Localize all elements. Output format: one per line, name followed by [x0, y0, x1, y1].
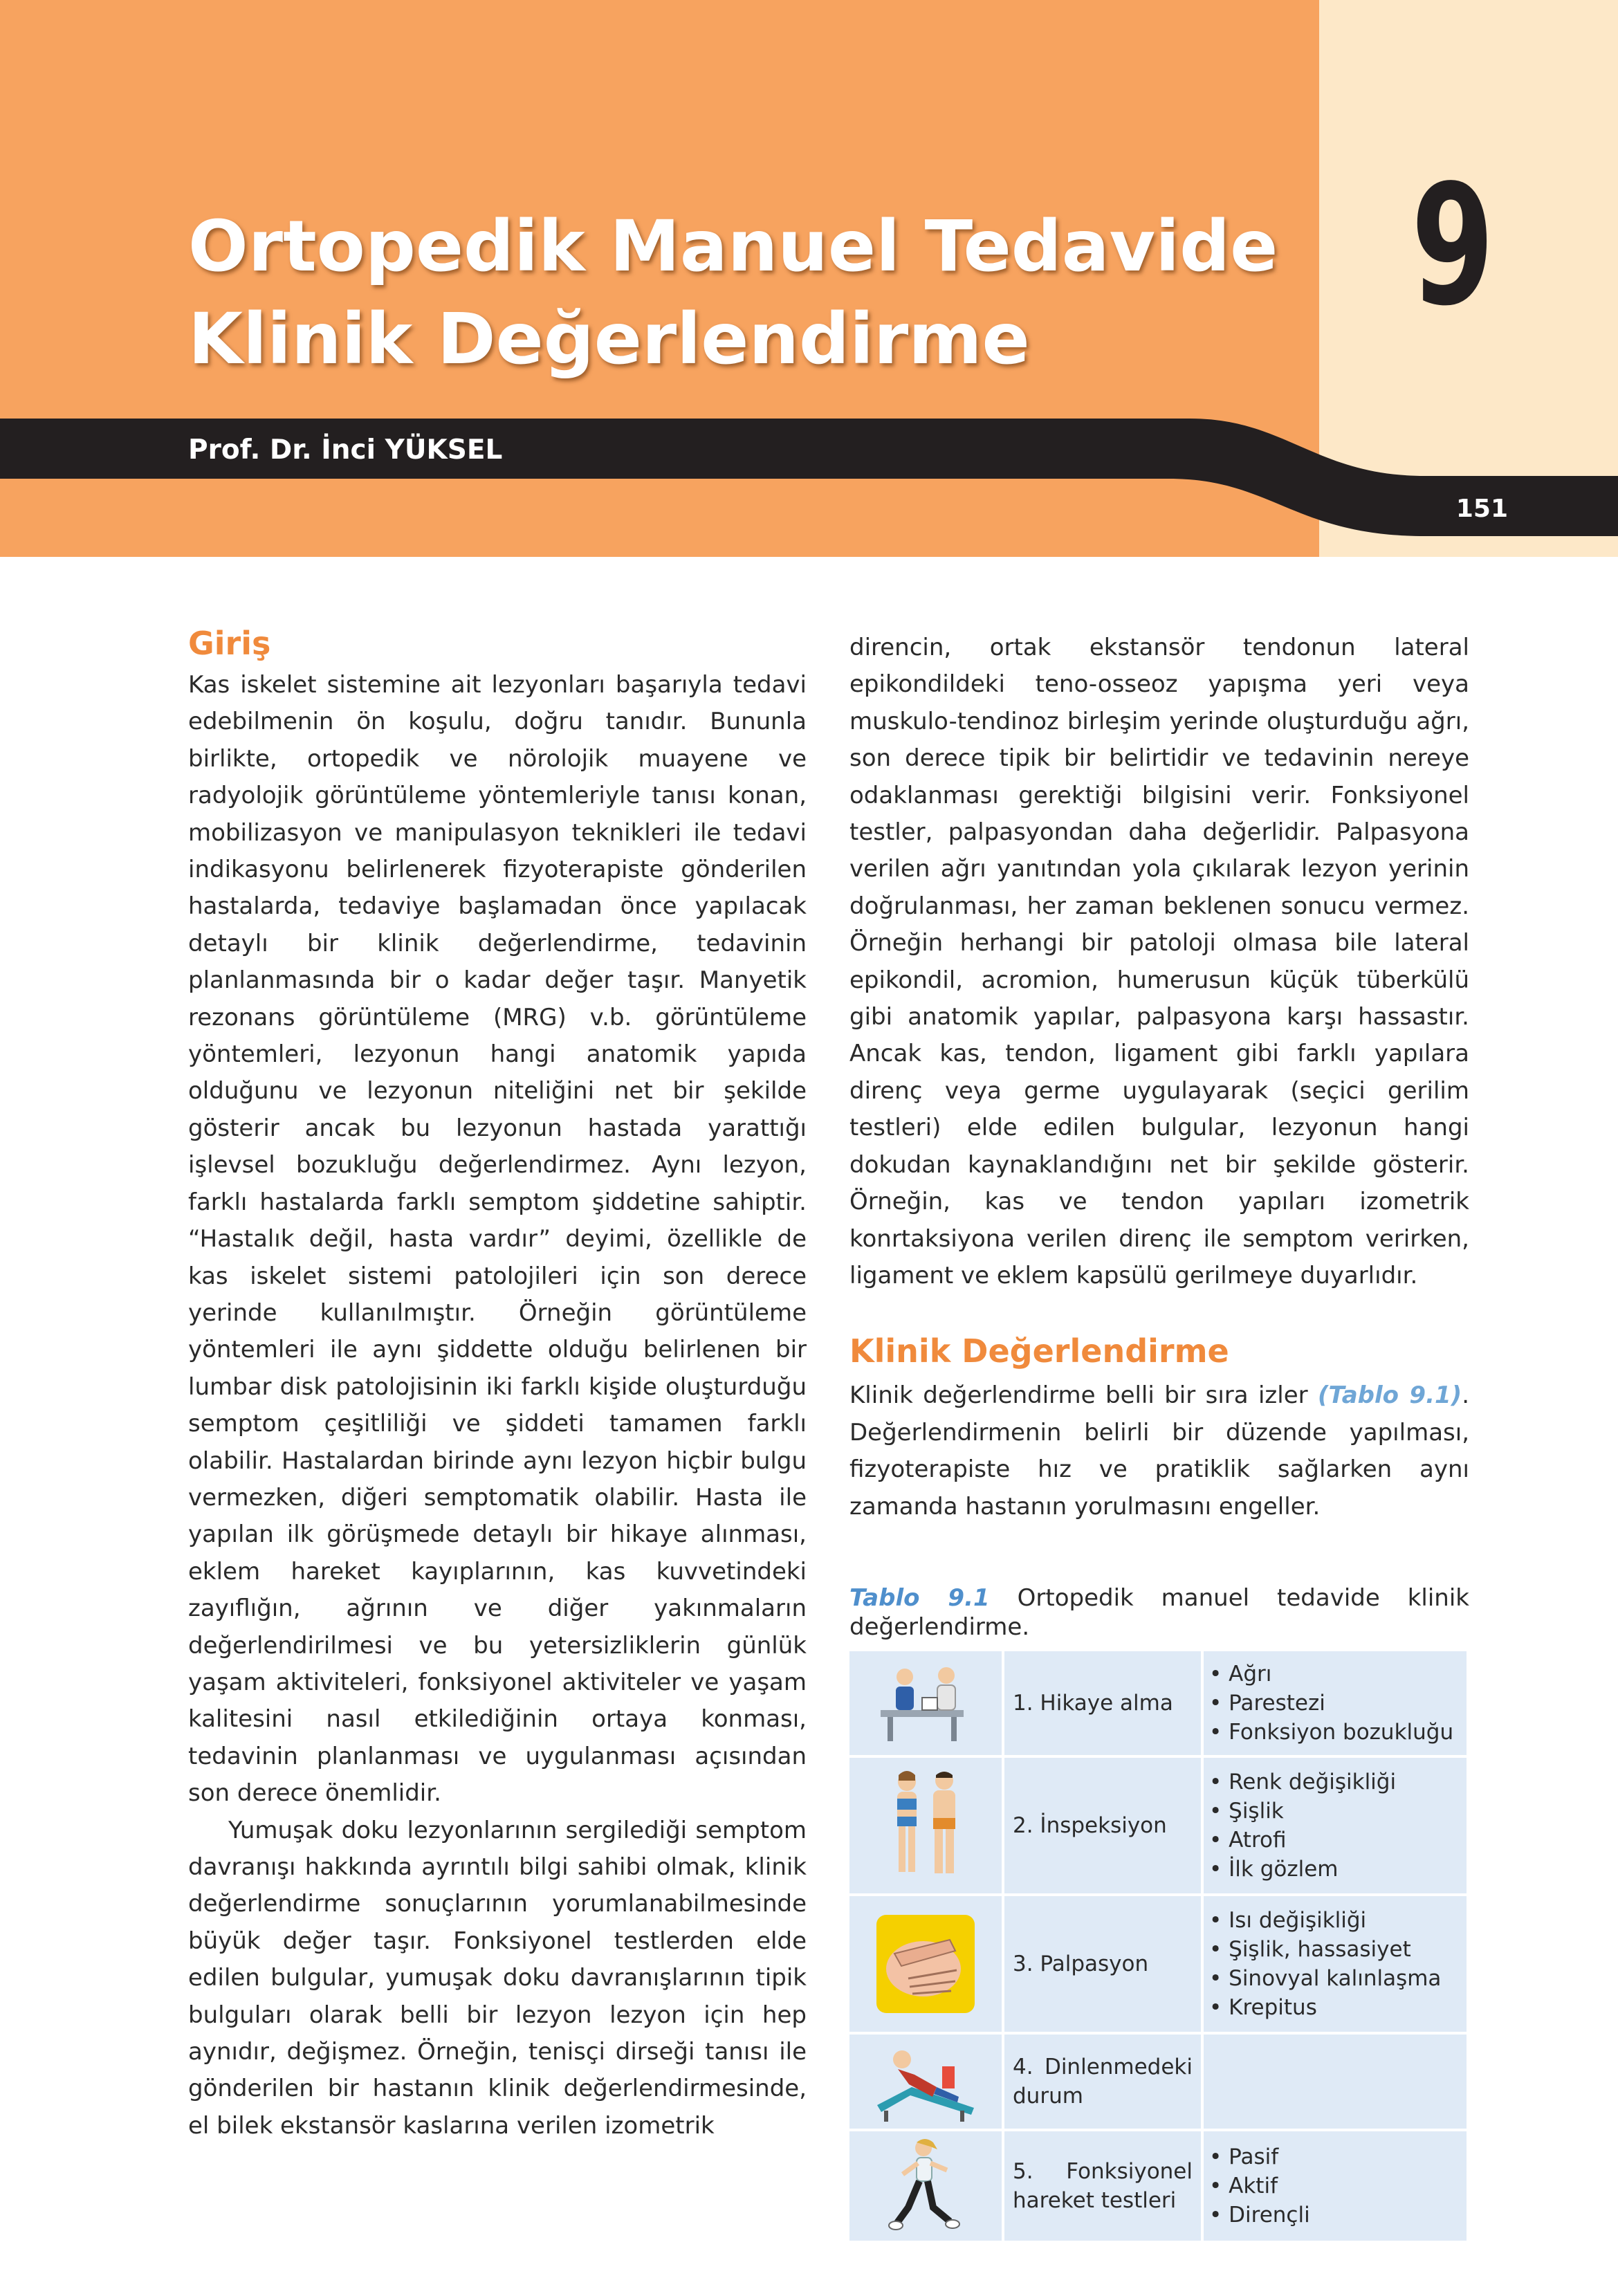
running-icon [888, 2136, 964, 2237]
table-row [849, 2131, 1467, 2241]
palpation-icon [874, 1912, 977, 2016]
table-row [849, 1651, 1467, 1755]
table-row [849, 2035, 1467, 2129]
list-cell [1204, 1896, 1467, 2032]
icon-cell [849, 1651, 1002, 1755]
giris-paragraph-2: Yumuşak doku lezyonlarının sergilediği semptom davranışı hakkında ayrıntılı bilgi sahibi olmak, klinik değerlendirme sonuçlarının yorumlanabilmesinde büyük değer taşır. Fonksiyonel testlerden elde edilen bulgular, yumuşak doku davranışlarının tipik bulguları olarak belli bir lezyon lezyon için hep aynıdır, değişmez. Örneğin, tenisçi dirseği tanısı ile gönderilen bir hastanın klinik değerlendirmesinde, el bilek ekstansör kaslarına verilen izometrik [188, 1816, 807, 2140]
section-heading-giris: Giriş [188, 625, 271, 662]
table-reference-link[interactable]: (Tablo 9.1) [1318, 1381, 1462, 1410]
list-item: • Fonksiyon bozukluğu [1209, 1718, 1461, 1747]
list-item: • Ağrı [1209, 1660, 1461, 1689]
list-item: • İlk gözlem [1209, 1855, 1461, 1884]
resting-icon [870, 2039, 981, 2124]
left-column [188, 623, 807, 2145]
section-heading-klinik: Klinik Değerlendirme [849, 1332, 1229, 1370]
list-item: • Atrofi [1209, 1826, 1461, 1855]
icon-cell [849, 2131, 1002, 2241]
table-caption-text: Ortopedik manuel tedavide klinik değerlendirme. [849, 1583, 1469, 1641]
author-name: Prof. Dr. İnci YÜKSEL [188, 434, 503, 466]
klinik-text-1: Klinik değerlendirme belli bir sıra izler [849, 1381, 1318, 1410]
list-item: • Parestezi [1209, 1689, 1461, 1718]
list-cell [1204, 2131, 1467, 2241]
step-cell: 5. Fonksiyonel hareket testleri [1004, 2131, 1201, 2241]
list-item: • Krepitus [1209, 1993, 1461, 2022]
right-column [849, 630, 1469, 2243]
chapter-title [188, 201, 1295, 386]
icon-cell [849, 1758, 1002, 1893]
chapter-title-line1: Ortopedik Manuel Tedavide [188, 205, 1278, 288]
list-item: • Pasif [1209, 2142, 1461, 2171]
step-cell: 1. Hikaye alma [1004, 1651, 1201, 1755]
klinik-text-2: . Değerlendirmenin belirli bir düzende yapılması, fizyoterapiste hız ve pratiklik sağlarken aynı zamanda hastanın yorulmasını engeller. [849, 1381, 1469, 1521]
table-row [849, 1758, 1467, 1893]
list-item: • Aktif [1209, 2171, 1461, 2201]
list-cell [1204, 1758, 1467, 1893]
table-caption [849, 1583, 1469, 1642]
table-row [849, 1896, 1467, 2032]
list-item: • Isı değişikliği [1209, 1906, 1461, 1935]
list-cell [1204, 2035, 1467, 2129]
klinik-paragraph [849, 1377, 1469, 1525]
list-item: • Şişlik, hassasiyet [1209, 1935, 1461, 1964]
inspection-icon [874, 1767, 977, 1884]
table-caption-label: Tablo 9.1 [849, 1583, 990, 1612]
step-cell: 3. Palpasyon [1004, 1896, 1201, 2032]
list-item: • Dirençli [1209, 2201, 1461, 2230]
list-item: • Şişlik [1209, 1797, 1461, 1826]
list-item: • Sinovyal kalınlaşma [1209, 1964, 1461, 1993]
giris-paragraph-2-continued: direncin, ortak ekstansör tendonun lateral epikondildeki teno-osseoz yapışma yeri veya muskulo-tendinoz birleşim yerinde oluşturduğu ağrı, son derece tipik bir belirtidir ve tedavinin nereye odaklanması gerektiği bilgisini verir. Fonksiyonel testler, palpasyondan daha değerlidir. Palpasyona verilen ağrı yanıtından yola çıkılarak lezyon yerinin doğrulanması, her zaman beklenen sonucu vermez. Örneğin herhangi bir patoloji olmasa bile lateral epikondil, acromion, humerusun küçük tüberkülü gibi anatomik yapılar, palpasyona karşı hassastır. Ancak kas, tendon, ligament gibi farklı yapılara direnç veya germe uygulayarak (seçici gerilim testleri) elde edilen bulgular, lezyonun hangi dokudan kaynaklandığını net bir şekilde gösterir. Örneğin, kas ve tendon yapıları izometrik konrtaksiyona verilen direnç ile semptom verirken, ligament ve eklem kapsülü gerilmeye duyarlıdır. [849, 634, 1469, 1289]
list-cell [1204, 1651, 1467, 1755]
step-cell: 2. İnspeksiyon [1004, 1758, 1201, 1893]
icon-cell [849, 1896, 1002, 2032]
list-item: • Renk değişikliği [1209, 1767, 1461, 1797]
page-number: 151 [1455, 495, 1508, 523]
interview-icon [874, 1662, 977, 1745]
icon-cell [849, 2035, 1002, 2129]
step-cell: 4. Dinlenmedeki durum [1004, 2035, 1201, 2129]
giris-paragraph-1: Kas iskelet sistemine ait lezyonları başarıyla tedavi edebilmenin ön koşulu, doğru tanıdır. Bununla birlikte, ortopedik ve nörolojik muayene ve radyolojik görüntüleme yöntemleriyle tanısı konan, mobilizasyon ve manipulasyon teknikleri ile tedavi indikasyonu belirlenerek fizyoterapiste gönderilen hastalarda, tedaviye başlamadan önce yapılacak detaylı bir klinik değerlendirme, tedavinin planlanmasında bir o kadar değer taşır. Manyetik rezonans görüntüleme (MRG) v.b. görüntüleme yöntemleri, lezyonun hangi anatomik yapıda olduğunu ve lezyonun niteliğini net bir şekilde gösterir ancak bu lezyonun hastada yarattığı işlevsel bozukluğu değerlendirmez. Aynı lezyon, farklı hastalarda farklı semptom şiddetine sahiptir. “Hastalık değil, hasta vardır” deyimi, özellikle de kas iskelet sistemi patolojileri için son derece yerinde kullanılmıştır. Örneğin görüntüleme yöntemleri ile aynı şiddette olduğu belirlenen bir lumbar disk patolojisinin iki farklı kişide oluşturduğu semptom çeşitliliği ve şiddeti tamamen farklı olabilir. Hastalardan birinde aynı lezyon hiçbir bulgu vermezken, diğeri semptomatik olabilir. Hasta ile yapılan ilk görüşmede detaylı bir hikaye alınması, eklem hareket kayıplarının, kas kuvvetindeki zayıflığın, ağrının ve diğer yakınmaların değerlendirilmesi ve bu yetersizliklerin günlük yaşam aktiviteleri, fonksiyonel aktiviteler ve yaşam kalitesini nasıl etkilediğinin ortaya konması, tedavinin planlanması ve uygulanması açısından son derece önemlidir. [188, 671, 807, 1808]
assessment-table [847, 1648, 1469, 2243]
chapter-number: 9 [1410, 149, 1495, 342]
chapter-title-line2: Klinik Değerlendirme [188, 298, 1030, 380]
